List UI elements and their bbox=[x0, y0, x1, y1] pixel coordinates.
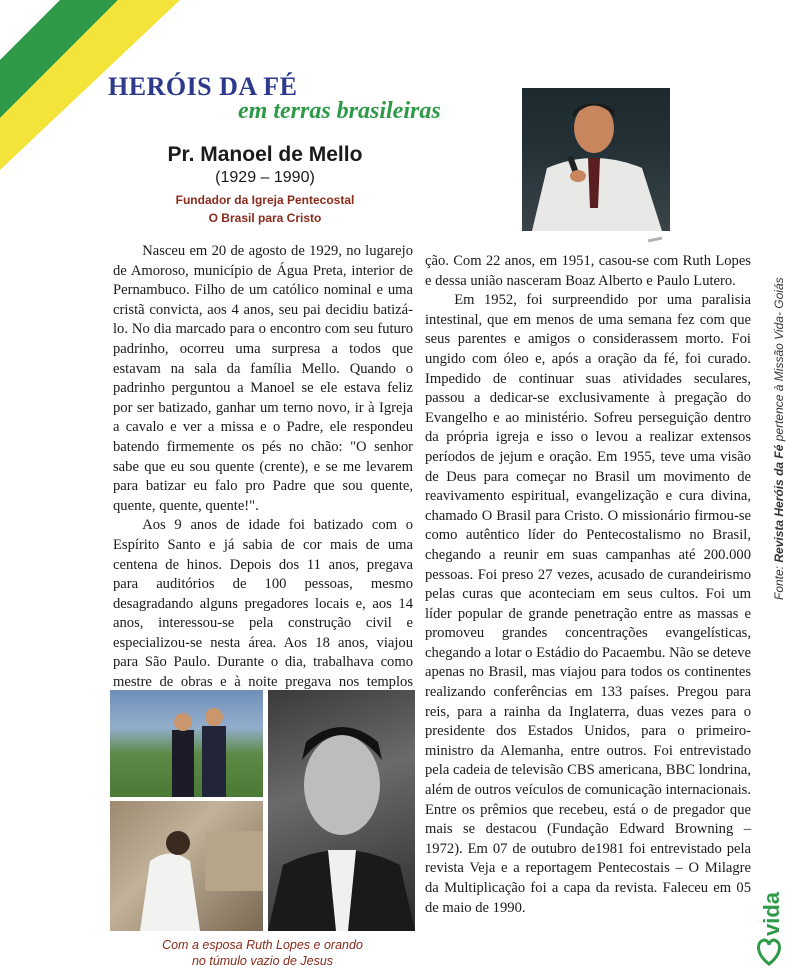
photo-mark bbox=[648, 237, 662, 243]
source-credit bbox=[772, 277, 786, 600]
paragraph: Em 1952, foi surpreendido por uma paralisia intestinal, que em menos de uma semana fez com que seus parentes e amigos o considerassem morto. Foi ungido com óleo e, após a oração da fé, foi curado. Impedido de continuar suas atividades seculares, passou a dedicar-se exclusivamente à pregação do Evangelho e ao ministério. Sofreu perseguição dentro da própria igreja e isso o levou a realizar extensos períodos de jejum e oração. Em 1955, teve uma visão de Deus para começar no Brasil um movimento de reavivamento espiritual, evangelização e cura divina, chamado O Brasil para Cristo. O missionário firmou-se como autêntico líder do Pentecostalismo no Brasil, chegando a reunir em suas campanhas até 200.000 pessoas. Foi preso 27 vezes, acusado de curandeirismo pelas curas que aconteciam em seus cultos. Foi um líder popular de grande penetração entre as massas e promoveu grandes concentrações evangelísticas, chegando a lotar o Estádio do Pacaembu. Não se deteve apenas no Brasil, mas viajou para todos os continentes realizando conferências em 133 países. Pregou para reis, para a rainha da Inglaterra, duas vezes para o presidente dos Estados Unidos, para o primeiro-ministro da Alemanha, entre outros. Foi entrevistado pela cadeia de televisão CBS americana, BBC londrina, além de outros veículos de comunicação internacionais. Entre os prêmios que recebeu, está o de pregador que mais se destacou (Fundação Edward Browning – 1972). Em 07 de outubro de1981 foi entrevistado pela revista Veja e a reportagem Pentecostais – O Milagre da Multiplicação foi a capa da revista. Faleceu em 05 de maio de 1990. bbox=[425, 292, 751, 916]
person-heading bbox=[140, 143, 390, 227]
article-column-left bbox=[113, 242, 413, 712]
source-prefix: Fonte: bbox=[772, 562, 786, 600]
caption-line2: no túmulo vazio de Jesus bbox=[191, 954, 334, 968]
person-years: (1929 – 1990) bbox=[215, 169, 315, 186]
photo-couple bbox=[110, 690, 263, 797]
person-role-line2: O Brasil para Cristo bbox=[208, 211, 322, 225]
caption-line1: Com a esposa Ruth Lopes e orando bbox=[162, 938, 363, 952]
paragraph: Aos 9 anos de idade foi batizado com o Espírito Santo e já sabia de cor mais de uma centena de hinos. Depois dos 11 anos, pregava para auditórios de 100 pessoas, mesmo desagradando alguns pregadores locais e, aos 14 anos, interessou-se pela construção civil e especializou-se nesta área. Aos 18 anos, viajou para São Paulo. Durante o dia, trabalhava como mestre de obras e à noite pregava nos templos bbox=[113, 517, 413, 691]
photo-collage bbox=[110, 690, 415, 935]
series-subtitle: em terras brasileiras bbox=[238, 98, 441, 124]
portrait-photo-bw bbox=[268, 690, 415, 931]
photo-praying-at-tomb bbox=[110, 801, 263, 931]
person-role-line1: Fundador da Igreja Pentecostal bbox=[175, 193, 355, 207]
source-magazine: Revista Heróis da Fé bbox=[772, 444, 786, 563]
logo-text: vida bbox=[759, 891, 784, 936]
article-column-right bbox=[425, 252, 751, 918]
person-name: Pr. Manoel de Mello bbox=[167, 143, 363, 166]
paragraph: ção. Com 22 anos, em 1951, casou-se com Ruth Lopes e dessa união nasceram Boaz Alberto e Paulo Lutero. bbox=[425, 253, 751, 289]
portrait-photo-preaching bbox=[522, 88, 670, 231]
series-title: HERÓIS DA FÉ bbox=[108, 72, 298, 101]
missao-vida-logo bbox=[752, 880, 786, 970]
paragraph: Nasceu em 20 de agosto de 1929, no lugarejo de Amoroso, município de Água Preta, interior de Pernambuco. Filho de um católico nominal e uma cristã convicta, aos 4 anos, seu pai decidiu batizá-lo. No dia marcado para o encontro com seu futuro padrinho, ocorreu uma surpresa a todos que estavam na sala da família Mello. Quando o padrinho perguntou a Manoel se ele estava feliz por ser batizado, ganhar um terno novo, ir à Igreja a cavalo e ver a missa e o Padre, ele respondeu batendo firmemente os pés no chão: "O senhor sabe que eu sou quente (crente), e se me levarem para batizar eu falo pro Padre que sou quente, quente, quente, quente!". bbox=[113, 243, 413, 514]
photo-caption bbox=[110, 937, 415, 969]
source-suffix: pertence à Missão Vida- Goiás bbox=[772, 277, 786, 445]
